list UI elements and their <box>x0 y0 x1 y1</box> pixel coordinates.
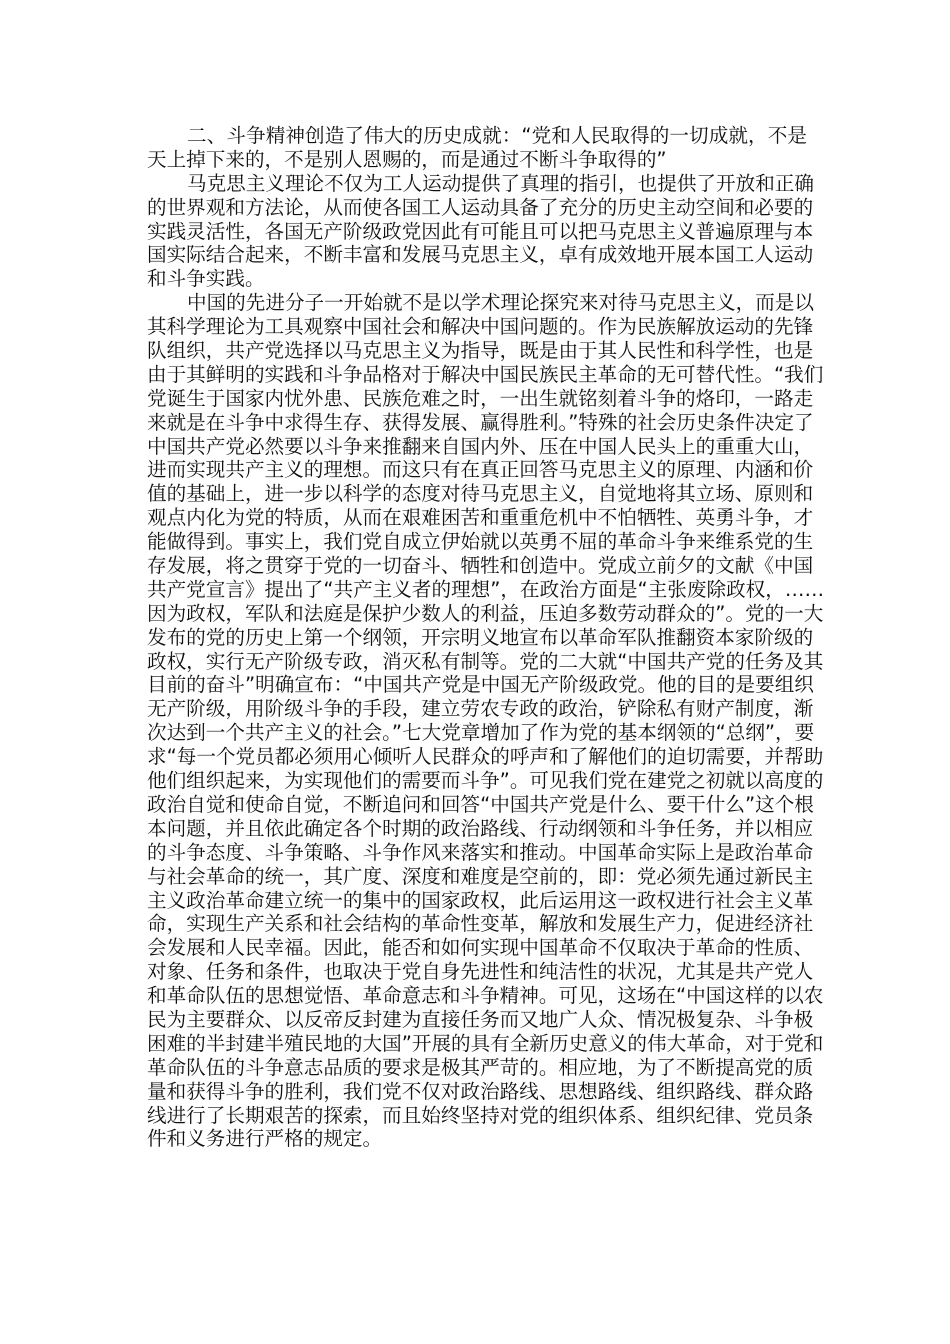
text-line: 由于其鲜明的实践和斗争品格对于解决中国民族民主革命的无可替代性。“我们 <box>147 362 824 386</box>
text-line: 政权，实行无产阶级专政，消灭私有制等。党的二大就“中国共产党的任务及其 <box>147 649 824 673</box>
text-line: 天上掉下来的，不是别人恩赐的，而是通过不断斗争取得的” <box>147 147 667 171</box>
text-line: 二、斗争精神创造了伟大的历史成就：“党和人民取得的一切成就，不是 <box>187 124 807 147</box>
text-line: 共产党宣言》提出了“共产主义者的理想”，在政治方面是“主张废除政权，…… <box>147 577 825 601</box>
text-line: 国实际结合起来，不断丰富和发展马克思主义，卓有成效地开展本国工人运动 <box>147 243 814 267</box>
text-line: 次达到一个共产主义的社会。”七大党章增加了作为党的基本纲领的“总纲”，要 <box>147 721 815 745</box>
text-line: 目前的奋斗”明确宣布：“中国共产党是中国无产阶级政党。他的目的是要组织 <box>147 673 814 697</box>
text-line: 马克思主义理论不仅为工人运动提供了真理的指引，也提供了开放和正确 <box>187 171 814 195</box>
text-line: 和斗争实践。 <box>147 267 265 291</box>
text-line: 观点内化为党的特质，从而在艰难困苦和重重危机中不怕牺牲、英勇斗争，才 <box>147 506 814 530</box>
text-line: 因为政权，军队和法庭是保护少数人的利益，压迫多数劳动群众的”。党的一大 <box>147 601 824 625</box>
paragraph-marxism-theory <box>147 171 814 291</box>
text-line: 进而实现共产主义的理想。而这只有在真正回答马克思主义的原理、内涵和价 <box>147 458 814 482</box>
document-page <box>147 124 825 1151</box>
text-line: 政治自觉和使命自觉，不断追问和回答“中国共产党是什么、要干什么”这个根 <box>147 792 814 816</box>
text-line: 党诞生于国家内忧外患、民族危难之时，一出生就铭刻着斗争的烙印，一路走 <box>147 386 814 410</box>
section-heading <box>147 124 807 172</box>
text-line: 命，实现生产关系和社会结构的革命性变革，解放和发展生产力，促进经济社 <box>147 912 814 936</box>
text-line: 实践灵活性，各国无产阶级政党因此有可能且可以把马克思主义普遍原理与本 <box>147 219 814 243</box>
text-line: 求“每一个党员都必须用心倾听人民群众的呼声和了解他们的迫切需要，并帮助 <box>147 745 824 769</box>
text-line: 件和义务进行严格的规定。 <box>147 1127 383 1151</box>
text-line: 的世界观和方法论，从而使各国工人运动具备了充分的历史主动空间和必要的 <box>147 195 814 219</box>
text-line: 其科学理论为工具观察中国社会和解决中国问题的。作为民族解放运动的先锋 <box>147 315 814 339</box>
text-line: 存发展，将之贯穿于党的一切奋斗、牺牲和创造中。党成立前夕的文献《中国 <box>147 554 814 578</box>
text-line: 中国的先进分子一开始就不是以学术理论探究来对待马克思主义，而是以 <box>187 291 814 315</box>
text-line: 中国共产党必然要以斗争来推翻来自国内外、压在中国人民头上的重重大山， <box>147 434 814 458</box>
text-line: 的斗争态度、斗争策略、斗争作风来落实和推动。中国革命实际上是政治革命 <box>147 840 814 864</box>
text-line: 发布的党的历史上第一个纲领，开宗明义地宣布以革命军队推翻资本家阶级的 <box>147 625 814 649</box>
text-line: 民为主要群众、以反帝反封建为直接任务而又地广人众、情况极复杂、斗争极 <box>147 1007 814 1031</box>
text-line: 能做得到。事实上，我们党自成立伊始就以英勇不屈的革命斗争来维系党的生 <box>147 530 814 554</box>
text-line: 来就是在斗争中求得生存、获得发展、赢得胜利。”特殊的社会历史条件决定了 <box>147 410 814 434</box>
text-line: 与社会革命的统一，其广度、深度和难度是空前的，即：党必须先通过新民主 <box>147 864 814 888</box>
text-line: 队组织，共产党选择以马克思主义为指导，既是由于其人民性和科学性，也是 <box>147 339 814 363</box>
text-line: 革命队伍的斗争意志品质的要求是极其严苛的。相应地，为了不断提高党的质 <box>147 1055 814 1079</box>
text-line: 困难的半封建半殖民地的大国”开展的具有全新历史意义的伟大革命，对于党和 <box>147 1031 824 1055</box>
text-line: 对象、任务和条件，也取决于党自身先进性和纯洁性的状况，尤其是共产党人 <box>147 960 814 984</box>
text-line: 主义政治革命建立统一的集中的国家政权，此后运用这一政权进行社会主义革 <box>147 888 814 912</box>
text-line: 他们组织起来，为实现他们的需要而斗争”。可见我们党在建党之初就以高度的 <box>147 769 824 793</box>
text-line: 和革命队伍的思想觉悟、革命意志和斗争精神。可见，这场在“中国这样的以农 <box>147 984 824 1008</box>
text-line: 会发展和人民幸福。因此，能否和如何实现中国革命不仅取决于革命的性质、 <box>147 936 814 960</box>
text-line: 值的基础上，进一步以科学的态度对待马克思主义，自觉地将其立场、原则和 <box>147 482 814 506</box>
text-line: 本问题，并且依此确定各个时期的政治路线、行动纲领和斗争任务，并以相应 <box>147 816 814 840</box>
text-line: 量和获得斗争的胜利，我们党不仅对政治路线、思想路线、组织路线、群众路 <box>147 1079 814 1103</box>
text-line: 无产阶级，用阶级斗争的手段，建立劳农专政的政治，铲除私有财产制度，渐 <box>147 697 814 721</box>
paragraph-chinese-pioneers <box>147 291 825 1151</box>
text-line: 线进行了长期艰苦的探索，而且始终坚持对党的组织体系、组织纪律、党员条 <box>147 1103 814 1127</box>
